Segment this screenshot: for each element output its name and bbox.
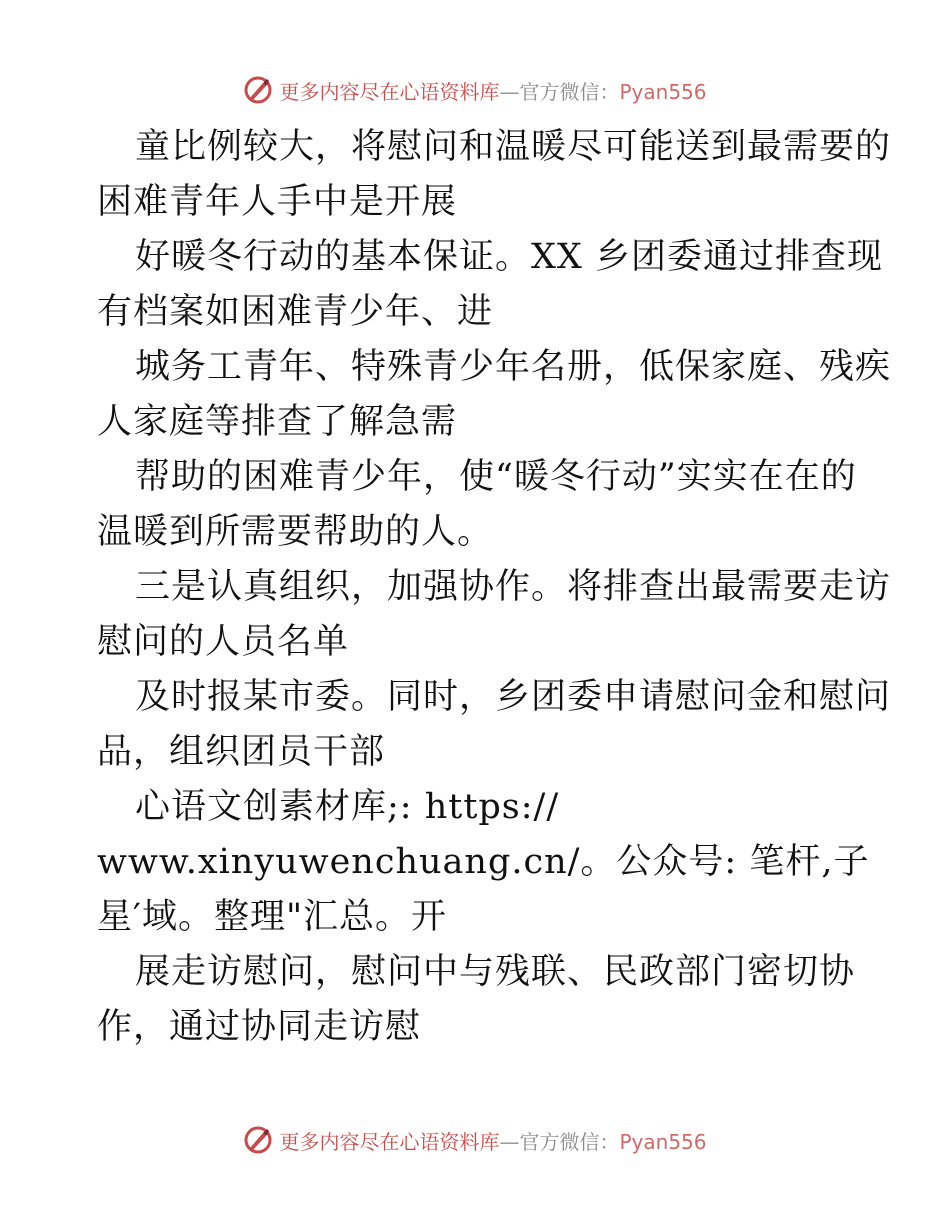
header-banner bbox=[0, 70, 950, 110]
header-banner-dash: — bbox=[499, 79, 520, 104]
body-line: 星′域。整理"汇总。开 bbox=[97, 897, 448, 937]
body-line: 慰问的人员名单 bbox=[97, 622, 350, 662]
document-body bbox=[97, 120, 892, 1055]
footer-banner bbox=[0, 1120, 950, 1160]
body-line: 帮助的困难青少年，使“暖冬行动”实实在在的 bbox=[135, 457, 857, 497]
header-banner-slogan: 更多内容尽在心语资料库 bbox=[279, 79, 500, 104]
body-line: 品，组织团员干部 bbox=[97, 732, 386, 772]
footer-banner-wechat-id: Pyan556 bbox=[619, 1129, 707, 1154]
body-line: 心语文创素材库;: https:// bbox=[135, 787, 560, 827]
body-line: 展走访慰问，慰问中与残联、民政部门密切协 bbox=[135, 952, 856, 992]
header-banner-wechat-id: Pyan556 bbox=[619, 79, 707, 104]
body-line: 三是认真组织，加强协作。将排查出最需要走访 bbox=[135, 567, 892, 607]
body-line: 及时报某市委。同时，乡团委申请慰问金和慰问 bbox=[135, 677, 892, 717]
body-line: 温暖到所需要帮助的人。 bbox=[97, 512, 494, 552]
footer-banner-slogan: 更多内容尽在心语资料库 bbox=[279, 1129, 500, 1154]
body-line: 城务工青年、特殊青少年名册，低保家庭、残疾 bbox=[135, 347, 892, 387]
body-line: 困难青年人手中是开展 bbox=[97, 182, 458, 222]
footer-banner-dash: — bbox=[499, 1129, 520, 1154]
header-banner-text bbox=[279, 76, 706, 105]
body-line: 好暖冬行动的基本保证。XX 乡团委通过排查现 bbox=[135, 237, 883, 277]
footer-banner-text bbox=[279, 1126, 706, 1155]
header-banner-wechat-label: 官方微信： bbox=[519, 79, 620, 104]
footer-banner-wechat-label: 官方微信： bbox=[519, 1129, 620, 1154]
body-line: 人家庭等排查了解急需 bbox=[97, 402, 458, 442]
body-line: 童比例较大，将慰问和温暖尽可能送到最需要的 bbox=[135, 127, 892, 167]
body-line: 作，通过协同走访慰 bbox=[97, 1007, 422, 1047]
pen-circle-logo-icon bbox=[243, 75, 273, 105]
pen-circle-logo-icon bbox=[243, 1125, 273, 1155]
body-line: 有档案如困难青少年、进 bbox=[97, 292, 494, 332]
body-line: www.xinyuwenchuang.cn/。公众号: 笔杆,子 bbox=[97, 842, 870, 882]
